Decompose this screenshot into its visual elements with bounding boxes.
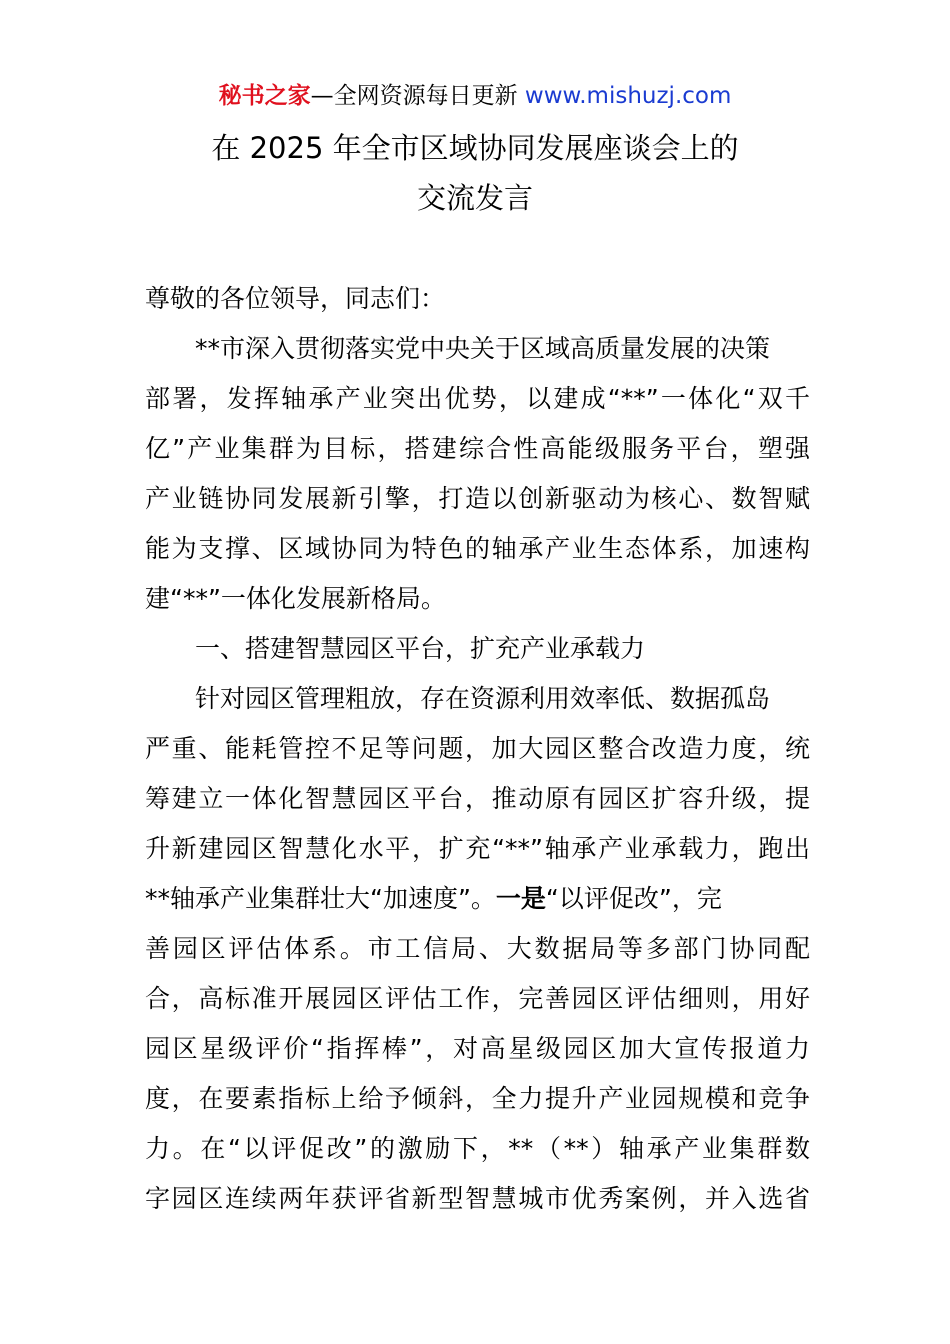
document-body: [145, 274, 810, 1224]
paragraph-2-line-7: 合，高标准开展园区评估工作，完善园区评估细则，用好: [145, 984, 810, 1013]
paragraph-2-line-3: 筹建立一体化智慧园区平台，推动原有园区扩容升级，提: [145, 784, 810, 813]
paragraph-1-line-5: 能为支撑、区域协同为特色的轴承产业生态体系，加速构: [145, 534, 810, 563]
paragraph-1-line-4: 产业链协同发展新引擎，打造以创新驱动为核心、数智赋: [145, 484, 810, 513]
site-slogan: —全网资源每日更新: [310, 83, 525, 109]
paragraph-2-line-1: 针对园区管理粗放，存在资源利用效率低、数据孤岛: [195, 684, 771, 713]
paragraph-2-line-8: 园区星级评价“指挥棒”，对高星级园区加大宣传报道力: [145, 1034, 810, 1063]
paragraph-2-line-2: 严重、能耗管控不足等问题，加大园区整合改造力度，统: [145, 734, 810, 763]
paragraph-2-line-5-start: **轴承产业集群壮大“加速度”。: [145, 884, 496, 913]
paragraph-2-line-5-end: “以评促改”，完: [545, 884, 722, 913]
document-title-line-1: 在 2025 年全市区域协同发展座谈会上的: [211, 131, 739, 165]
site-brand: 秘书之家: [218, 83, 311, 109]
section-1-heading: 一、搭建智慧园区平台，扩充产业承载力: [195, 634, 646, 663]
paragraph-2-line-9: 度，在要素指标上给予倾斜，全力提升产业园规模和竞争: [145, 1084, 810, 1113]
paragraph-2-line-10: 力。在“以评促改”的激励下，**（**）轴承产业集群数: [145, 1134, 810, 1163]
paragraph-2-line-11: 字园区连续两年获评省新型智慧城市优秀案例，并入选省: [145, 1184, 810, 1213]
paragraph-2-line-6: 善园区评估体系。市工信局、大数据局等多部门协同配: [145, 934, 810, 963]
document-title-line-2: 交流发言: [416, 181, 533, 215]
paragraph-1-line-1: **市深入贯彻落实党中央关于区域高质量发展的决策: [195, 334, 771, 363]
paragraph-1-line-6: 建“**”一体化发展新格局。: [145, 584, 446, 613]
paragraph-1-line-3: 亿”产业集群为目标，搭建综合性高能级服务平台，塑强: [145, 434, 810, 463]
paragraph-2-line-4: 升新建园区智慧化水平，扩充“**”轴承产业承载力，跑出: [145, 834, 810, 863]
point-one-marker: 一是: [495, 884, 546, 913]
paragraph-1-line-2: 部署，发挥轴承产业突出优势，以建成“**”一体化“双千: [145, 384, 810, 413]
site-url-link[interactable]: www.mishuzj.com: [524, 83, 732, 109]
site-header: [0, 80, 950, 112]
paragraph-2-line-5: [145, 874, 810, 924]
salutation: 尊敬的各位领导，同志们：: [145, 284, 446, 313]
